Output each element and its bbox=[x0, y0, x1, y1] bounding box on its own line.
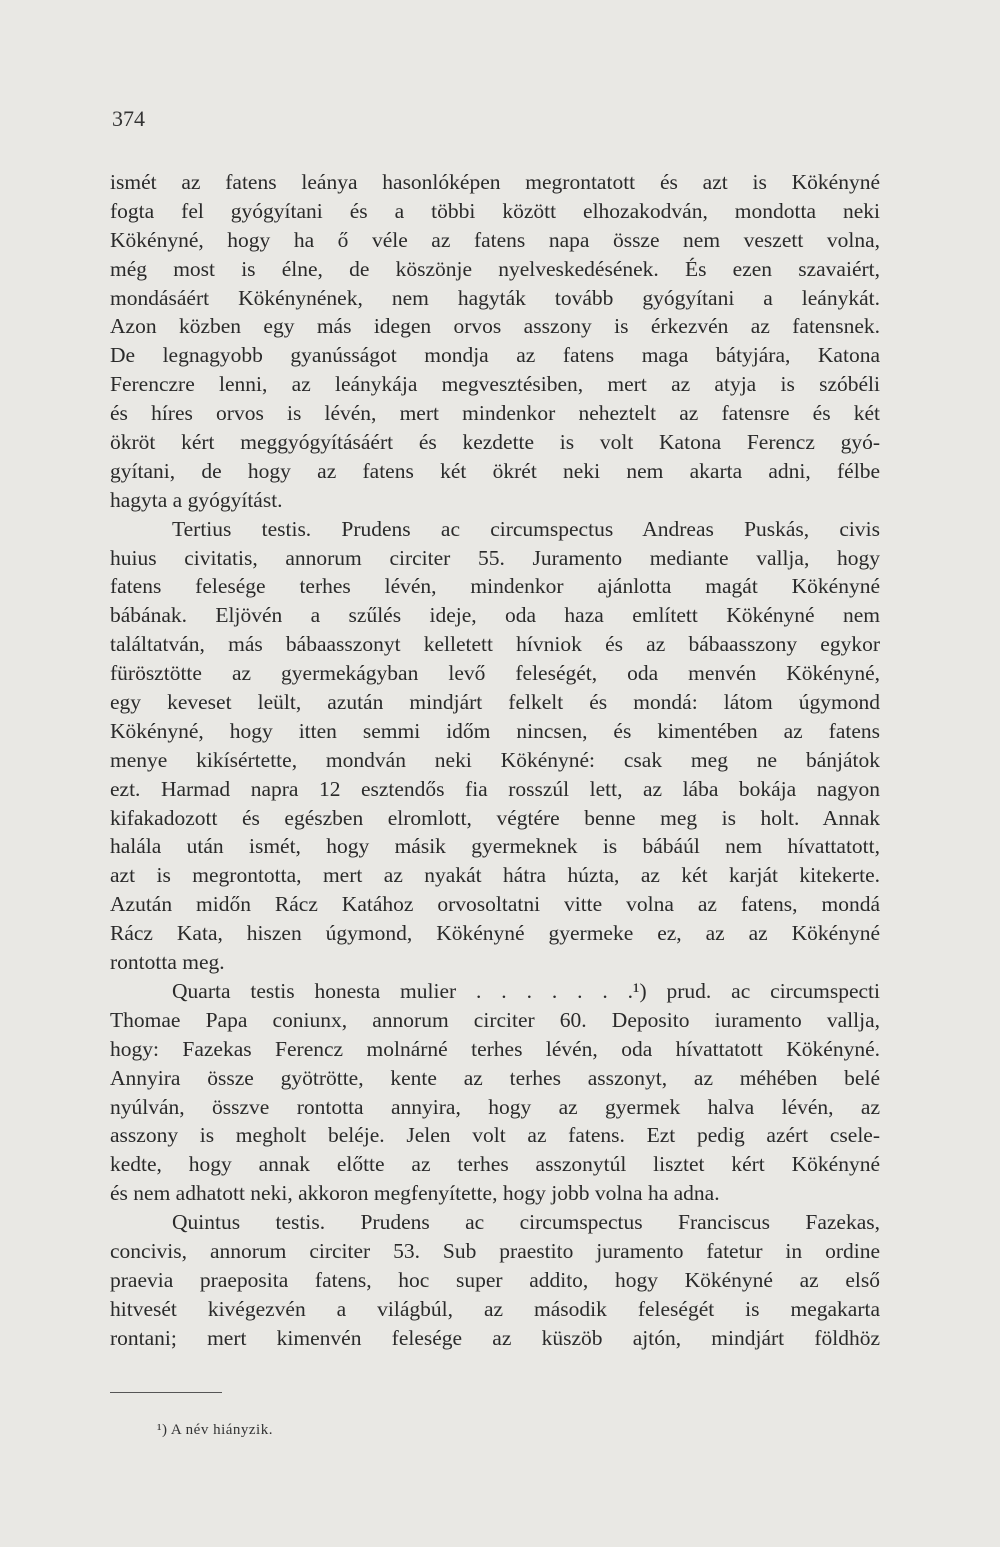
text-line: nyúlván, összve rontotta annyira, hogy az gyermek halva lévén, az bbox=[110, 1094, 880, 1119]
text-line: Kökényné, hogy ha ő véle az fatens napa össze nem veszett volna, bbox=[110, 227, 880, 252]
text-line: concivis, annorum circiter 53. Sub praestito juramento fatetur in ordine bbox=[110, 1238, 880, 1263]
text-line: fogta fel gyógyítani és a többi között elhozakodván, mondotta neki bbox=[110, 198, 880, 223]
text-line: rontani; mert kimenvén felesége az küszöb ajtón, mindjárt földhöz bbox=[110, 1325, 880, 1350]
footnote: ¹) A név hiányzik. bbox=[157, 1422, 273, 1438]
text-line: gyítani, de hogy az fatens két ökrét neki nem akarta adni, félbe bbox=[110, 458, 880, 483]
body-text bbox=[110, 168, 880, 1353]
text-line: találtatván, más bábaasszonyt kelletett hívniok és az bábaasszony egykor bbox=[110, 632, 880, 657]
text-line: Quarta testis honesta mulier . . . . . . .¹) prud. ac circumspecti bbox=[172, 978, 880, 1003]
text-line: Azon közben egy más idegen orvos asszony is érkezvén az fatensnek. bbox=[110, 314, 880, 339]
text-line: és híres orvos is lévén, mert mindenkor neheztelt az fatensre és két bbox=[110, 401, 880, 426]
text-line: menye kikísértette, mondván neki Kökényné: csak meg ne bánjátok bbox=[110, 747, 880, 772]
text-line: kedte, hogy annak előtte az terhes asszonytúl lisztet kért Kökényné bbox=[110, 1152, 880, 1177]
text-line: azt is megrontotta, mert az nyakát hátra húzta, az két karját kitekerte. bbox=[110, 863, 880, 888]
text-line: huius civitatis, annorum circiter 55. Juramento mediante vallja, hogy bbox=[110, 545, 880, 570]
text-line: fatens felesége terhes lévén, mindenkor ajánlotta magát Kökényné bbox=[110, 574, 880, 599]
text-line: kifakadozott és egészben elromlott, végtére benne meg is holt. Annak bbox=[110, 805, 880, 830]
text-line: Kökényné, hogy itten semmi időm nincsen, és kimentében az fatens bbox=[110, 718, 880, 743]
text-line: egy keveset leült, azután mindjárt felkelt és mondá: látom úgymond bbox=[110, 690, 880, 715]
text-line: bábának. Eljövén a szűlés ideje, oda haza említett Kökényné nem bbox=[110, 603, 880, 628]
text-line: asszony is megholt beléje. Jelen volt az fatens. Ezt pedig azért csele- bbox=[110, 1123, 880, 1148]
page-number: 374 bbox=[112, 106, 145, 131]
footnote-rule bbox=[110, 1392, 222, 1393]
text-line: ismét az fatens leánya hasonlóképen megrontatott és azt is Kökényné bbox=[110, 170, 880, 194]
text-line: ezt. Harmad napra 12 esztendős fia rosszúl lett, az lába bokája nagyon bbox=[110, 776, 880, 801]
text-line: hitvesét kivégezvén a világbúl, az második feleségét is megakarta bbox=[110, 1296, 880, 1321]
text-line: és nem adhatott neki, akkoron megfenyítette, hogy jobb volna ha adna. bbox=[110, 1181, 720, 1206]
text-line: praevia praeposita fatens, hoc super addito, hogy Kökényné az első bbox=[110, 1267, 880, 1292]
text-line: mondásáért Kökénynének, nem hagyták tovább gyógyítani a leánykát. bbox=[110, 285, 880, 310]
text-line: Ferenczre lenni, az leánykája megvesztésiben, mert az atyja is szóbéli bbox=[110, 372, 880, 397]
text-line: De legnagyobb gyanússágot mondja az fatens maga bátyjára, Katona bbox=[110, 343, 880, 368]
text-line: Tertius testis. Prudens ac circumspectus Andreas Puskás, civis bbox=[172, 516, 880, 541]
text-line: fürösztötte az gyermekágyban levő feleségét, oda menvén Kökényné, bbox=[110, 661, 880, 686]
text-line: Annyira össze gyötrötte, kente az terhes asszonyt, az méhében belé bbox=[110, 1065, 880, 1090]
text-line: Thomae Papa coniunx, annorum circiter 60. Deposito iuramento vallja, bbox=[110, 1007, 880, 1032]
text-line: Rácz Kata, hiszen úgymond, Kökényné gyermeke ez, az az Kökényné bbox=[110, 921, 880, 946]
text-line: halála után ismét, hogy másik gyermeknek is bábáúl nem hívattatott, bbox=[110, 834, 880, 859]
text-line: Azután midőn Rácz Katához orvosoltatni vitte volna az fatens, mondá bbox=[110, 892, 880, 917]
text-line: még most is élne, de köszönje nyelveskedésének. És ezen szavaiért, bbox=[110, 256, 880, 281]
text-line: Quintus testis. Prudens ac circumspectus Franciscus Fazekas, bbox=[172, 1210, 880, 1235]
text-line: ökröt kért meggyógyításáért és kezdette is volt Katona Ferencz gyó- bbox=[110, 430, 880, 455]
text-line: hogy: Fazekas Ferencz molnárné terhes lévén, oda hívattatott Kökényné. bbox=[110, 1036, 880, 1061]
text-line: hagyta a gyógyítást. bbox=[110, 487, 283, 512]
text-line: rontotta meg. bbox=[110, 950, 225, 975]
